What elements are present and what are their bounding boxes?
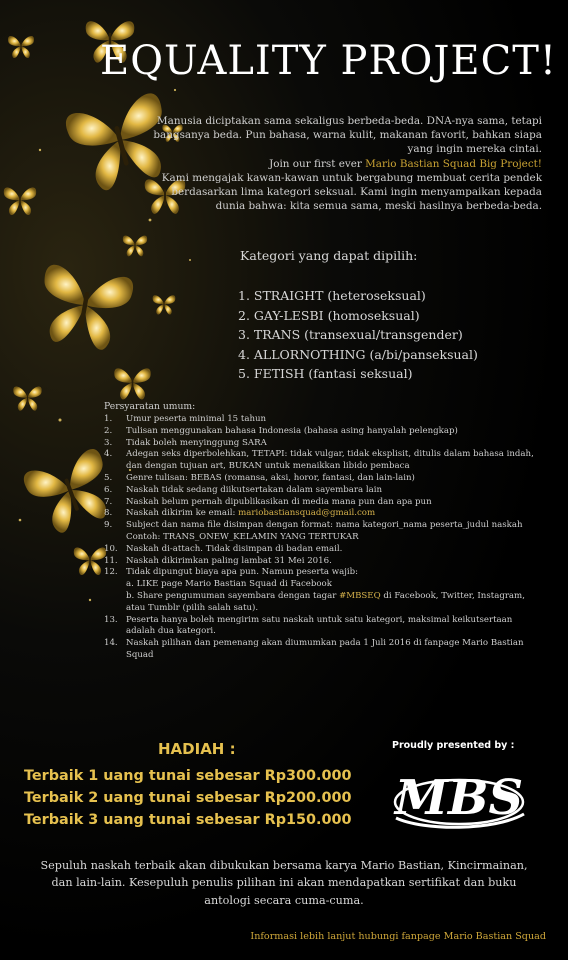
share-text: b. Share pengumuman sayembara dengan tagar	[126, 590, 340, 601]
requirement-number: 4.	[104, 449, 113, 460]
prize-item: Terbaik 1 uang tunai sebesar Rp300.000	[24, 768, 352, 784]
category-heading: Kategori yang dapat dipilih:	[240, 248, 418, 263]
requirement-item	[104, 449, 544, 473]
requirement-text: Umur peserta minimal 15 tahun	[126, 414, 267, 424]
prize-item: Terbaik 3 uang tunai sebesar Rp150.000	[24, 812, 352, 828]
intro-invitation: Kami mengajak kawan-kawan untuk bergabung membuat cerita pendek berdasarkan lima kategori seksual. Kami ingin menyampaikan kepada dunia bahwa: kita semua sama, meski hasilnya berbeda-beda.	[161, 171, 542, 213]
category-item: 2. GAY-LESBI (homoseksual)	[238, 307, 420, 323]
requirement-item	[104, 520, 544, 544]
intro-join-text: Join our first ever	[269, 157, 366, 170]
mbs-logo	[384, 756, 534, 838]
closing-text: Sepuluh naskah terbaik akan dibukukan bersama karya Mario Bastian, Kincirmainan, dan lain-lain. Kesepuluh penulis pilihan ini akan mendapatkan sertifikat dan buku antologi secara cuma-cuma.	[40, 859, 528, 907]
requirements-heading: Persyaratan umum:	[104, 401, 196, 412]
requirement-number: 6.	[104, 484, 113, 495]
requirement-example: Contoh: TRANS_ONEW_KELAMIN YANG TERTUKAR	[126, 531, 359, 542]
requirement-number: 12.	[104, 567, 118, 578]
requirement-number: 9.	[104, 520, 113, 531]
prize-heading: HADIAH :	[158, 740, 236, 758]
requirement-text: Naskah pilihan dan pemenang akan diumumkan pada 1 Juli 2016 di fanpage Mario Bastian Squad	[126, 638, 524, 660]
page-title: EQUALITY PROJECT!	[100, 38, 557, 84]
hashtag: #MBSEQ	[339, 590, 381, 601]
requirement-number: 10.	[104, 543, 118, 554]
requirement-text: Tidak boleh menyinggung SARA	[126, 437, 267, 448]
category-item: 1. STRAIGHT (heteroseksual)	[238, 288, 426, 303]
requirement-text: Adegan seks diperbolehkan, TETAPI: tidak vulgar, tidak eksplisit, ditulis dalam bahasa indah, dan dengan tujuan art, BUKAN untuk menaikkan libido pembaca	[126, 449, 534, 472]
category-item: 5. FETISH (fantasi seksual)	[238, 366, 413, 381]
requirement-number: 2.	[104, 425, 113, 436]
requirement-text: Peserta hanya boleh mengirim satu naskah untuk satu kategori, maksimal keikutsertaan adalah dua kategori.	[126, 614, 513, 637]
category-item: 4. ALLORNOTHING (a/bi/panseksual)	[238, 346, 478, 362]
requirement-item	[104, 497, 544, 509]
requirement-text	[126, 520, 544, 544]
requirement-item	[104, 567, 544, 614]
requirement-number: 5.	[104, 472, 113, 483]
intro-join	[142, 157, 542, 171]
requirement-text	[126, 567, 544, 614]
presented-by: Proudly presented by :	[392, 740, 515, 751]
requirement-item	[104, 556, 544, 568]
share-platforms: di Facebook, Twitter, Instagram, atau Tumblr (pilih salah satu).	[126, 590, 525, 613]
requirement-item	[104, 485, 544, 497]
project-highlight: Mario Bastian Squad Big Project!	[365, 157, 542, 170]
requirement-sub-b	[126, 591, 544, 615]
requirement-number: 1.	[104, 414, 113, 424]
requirement-text: Genre tulisan: BEBAS (romansa, aksi, horor, fantasi, dan lain-lain)	[126, 472, 415, 483]
requirement-number: 7.	[104, 496, 113, 507]
requirement-number: 13.	[104, 614, 118, 625]
requirement-item	[104, 473, 544, 485]
requirement-item	[104, 615, 544, 639]
requirements-list	[104, 414, 544, 662]
requirement-item	[104, 438, 544, 450]
requirement-text: Naskah belum pernah dipublikasikan di media mana pun dan apa pun	[126, 496, 432, 507]
requirement-number: 11.	[104, 555, 118, 566]
requirement-number: 8.	[104, 508, 113, 519]
category-item: 3. TRANS (transexual/transgender)	[238, 327, 463, 342]
intro-text	[142, 114, 542, 213]
requirement-obligation: Tidak dipungut biaya apa pun. Namun peserta wajib:	[126, 567, 359, 578]
requirement-sub-a: a. LIKE page Mario Bastian Squad di Facebook	[126, 579, 332, 590]
requirement-item	[104, 414, 544, 426]
requirement-item	[104, 426, 544, 438]
requirement-email-label: Naskah dikirim ke email:	[126, 508, 239, 519]
requirement-format: Subject dan nama file disimpan dengan format: nama kategori_nama peserta_judul naskah	[126, 520, 523, 531]
requirement-text: Tulisan menggunakan bahasa Indonesia (bahasa asing hanyalah pelengkap)	[126, 425, 458, 436]
requirement-item	[104, 638, 544, 662]
category-list	[238, 286, 478, 384]
requirement-number: 14.	[104, 638, 118, 649]
email-link[interactable]: mariobastiansquad@gmail.com	[238, 508, 376, 519]
svg-text:MBS: MBS	[394, 770, 524, 826]
requirement-text: Naskah dikirimkan paling lambat 31 Mei 2016.	[126, 555, 332, 566]
requirement-text: Naskah tidak sedang diikutsertakan dalam sayembara lain	[126, 484, 383, 495]
intro-paragraph: Manusia diciptakan sama sekaligus berbeda-beda. DNA-nya sama, tetapi bangsanya beda. Pun bahasa, warna kulit, makanan favorit, bahkan siapa yang ingin mereka cintai.	[153, 115, 542, 156]
footer-info: Informasi lebih lanjut hubungi fanpage Mario Bastian Squad	[250, 931, 546, 942]
requirement-item	[104, 544, 544, 556]
requirement-text	[126, 508, 544, 520]
requirement-item	[104, 508, 544, 520]
prize-item: Terbaik 2 uang tunai sebesar Rp200.000	[24, 790, 352, 806]
prize-list	[24, 765, 352, 831]
requirement-number: 3.	[104, 437, 113, 448]
requirement-text: Naskah di-attach. Tidak disimpan di badan email.	[126, 543, 343, 554]
